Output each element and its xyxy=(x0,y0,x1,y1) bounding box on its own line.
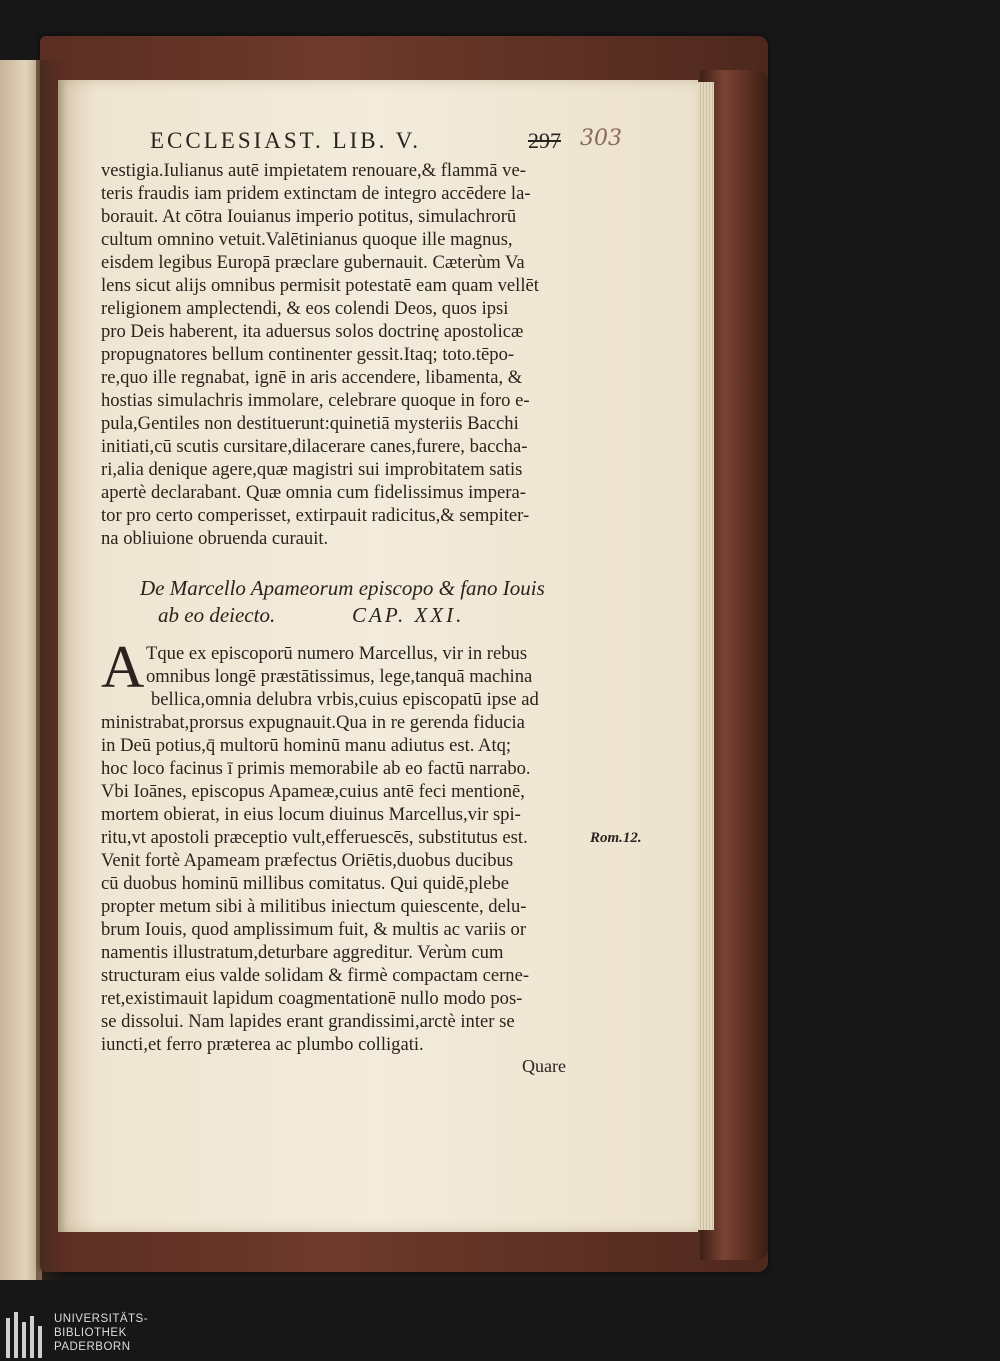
text-line: structuram eius valde solidam & firmè compactam cerne- xyxy=(101,965,530,986)
text-line: apertè declarabant. Quæ omnia cum fidelissimus impera- xyxy=(101,482,526,503)
text-line: re,quo ille regnabat, ignē in aris accendere, libamenta, & xyxy=(101,367,523,388)
text-line: se dissolui. Nam lapides erant grandissimi,arctè inter se xyxy=(101,1011,515,1032)
text-line: iuncti,et ferro præterea ac plumbo colligati. xyxy=(101,1034,424,1055)
text-line: hostias simulachris immolare, celebrare quoque in foro e- xyxy=(101,390,530,411)
text-line: vestigia.Iulianus autē impietatem renouare,& flammā ve- xyxy=(101,160,526,181)
logo-line: BIBLIOTHEK xyxy=(54,1327,127,1339)
text-line: namentis illustratum,deturbare aggreditur. Verùm cum xyxy=(101,942,504,963)
text-line: in Deū potius,q̄ multorū hominū manu adiutus est. Atq; xyxy=(101,735,512,756)
text-line: mortem obierat, in eius locum diuinus Marcellus,vir spi- xyxy=(101,804,521,825)
text-line: na obliuione obruenda curauit. xyxy=(101,528,329,549)
text-line: ret,existimauit lapidum coagmentationē nullo modo pos- xyxy=(101,988,523,1009)
text-line: tor pro certo comperisset, extirpauit radicitus,& sempiter- xyxy=(101,505,530,526)
text-line: Tque ex episcoporū numero Marcellus, vir in rebus xyxy=(146,643,528,664)
drop-cap: A xyxy=(101,634,145,700)
chapter-heading-subline: ab eo deiecto. xyxy=(158,603,276,627)
text-line: cultum omnino vetuit.Valētinianus quoque ille magnus, xyxy=(101,229,513,250)
folio-number: 297 xyxy=(528,128,561,153)
text-line: propter metum sibi à militibus iniectum quiescente, delu- xyxy=(101,896,527,917)
library-logo-text xyxy=(54,1312,148,1354)
library-logo-icon xyxy=(4,1312,48,1358)
text-line: hoc loco facinus ī primis memorabile ab eo factū narrabo. xyxy=(101,758,531,779)
text-line: eisdem legibus Europā præclare gubernauit. Cæterùm Va xyxy=(101,252,525,273)
text-line: brum Iouis, quod amplissimum fuit, & multis ac variis or xyxy=(101,919,527,940)
text-line: pula,Gentiles non destituerunt:quinetiā mysteriis Bacchi xyxy=(101,413,519,434)
logo-line: UNIVERSITÄTS- xyxy=(54,1313,149,1325)
chapter-heading: De Marcello Apameorum episcopo & fano Iouis xyxy=(140,576,545,600)
text-line: cū duobus hominū millibus comitatus. Qui quidē,plebe xyxy=(101,873,509,894)
spine-shadow xyxy=(36,60,66,1280)
chapter-number: CAP. XXI. xyxy=(352,603,465,627)
text-line: ministrabat,prorsus expugnauit.Qua in re gerenda fiducia xyxy=(101,712,525,733)
running-head: ECCLESIAST. LIB. V. xyxy=(150,128,422,153)
text-line: ri,alia denique agere,quæ magistri sui improbitatem satis xyxy=(101,459,523,480)
text-line: initiati,cū scutis cursitare,dilacerare canes,furere, baccha- xyxy=(101,436,528,457)
text-line: propugnatores bellum continenter gessit.Itaq; toto.tēpo- xyxy=(101,344,515,365)
margin-note: Rom.12. xyxy=(590,830,642,846)
text-line: Vbi Ioānes, episcopus Apameæ,cuius antē feci mentionē, xyxy=(101,781,525,802)
catchword: Quare xyxy=(522,1056,566,1076)
logo-line: PADERBORN xyxy=(54,1341,131,1353)
text-line: ritu,vt apostoli præceptio vult,efferuescēs, substitutus est. xyxy=(101,827,528,848)
text-line: lens sicut alijs omnibus permisit potestatē eam quam vellēt xyxy=(101,275,539,296)
text-line: omnibus longē præstātissimus, lege,tanquā machina xyxy=(146,666,533,687)
text-line: bellica,omnia delubra vrbis,cuius episcopatū ipse ad xyxy=(151,689,539,710)
text-line: teris fraudis iam pridem extinctam de integro accēdere la- xyxy=(101,183,531,204)
text-line: religionem amplectendi, & eos colendi Deos, quos ipsi xyxy=(101,298,509,319)
folio-handwritten: 303 xyxy=(580,126,622,151)
text-line: borauit. At cōtra Iouianus imperio potitus, simulachrorū xyxy=(101,206,517,227)
text-line: pro Deis haberent, ita aduersus solos doctrinę apostolicæ xyxy=(101,321,524,342)
library-logo xyxy=(4,1312,164,1358)
text-line: Venit fortè Apameam præfectus Oriētis,duobus ducibus xyxy=(101,850,514,871)
